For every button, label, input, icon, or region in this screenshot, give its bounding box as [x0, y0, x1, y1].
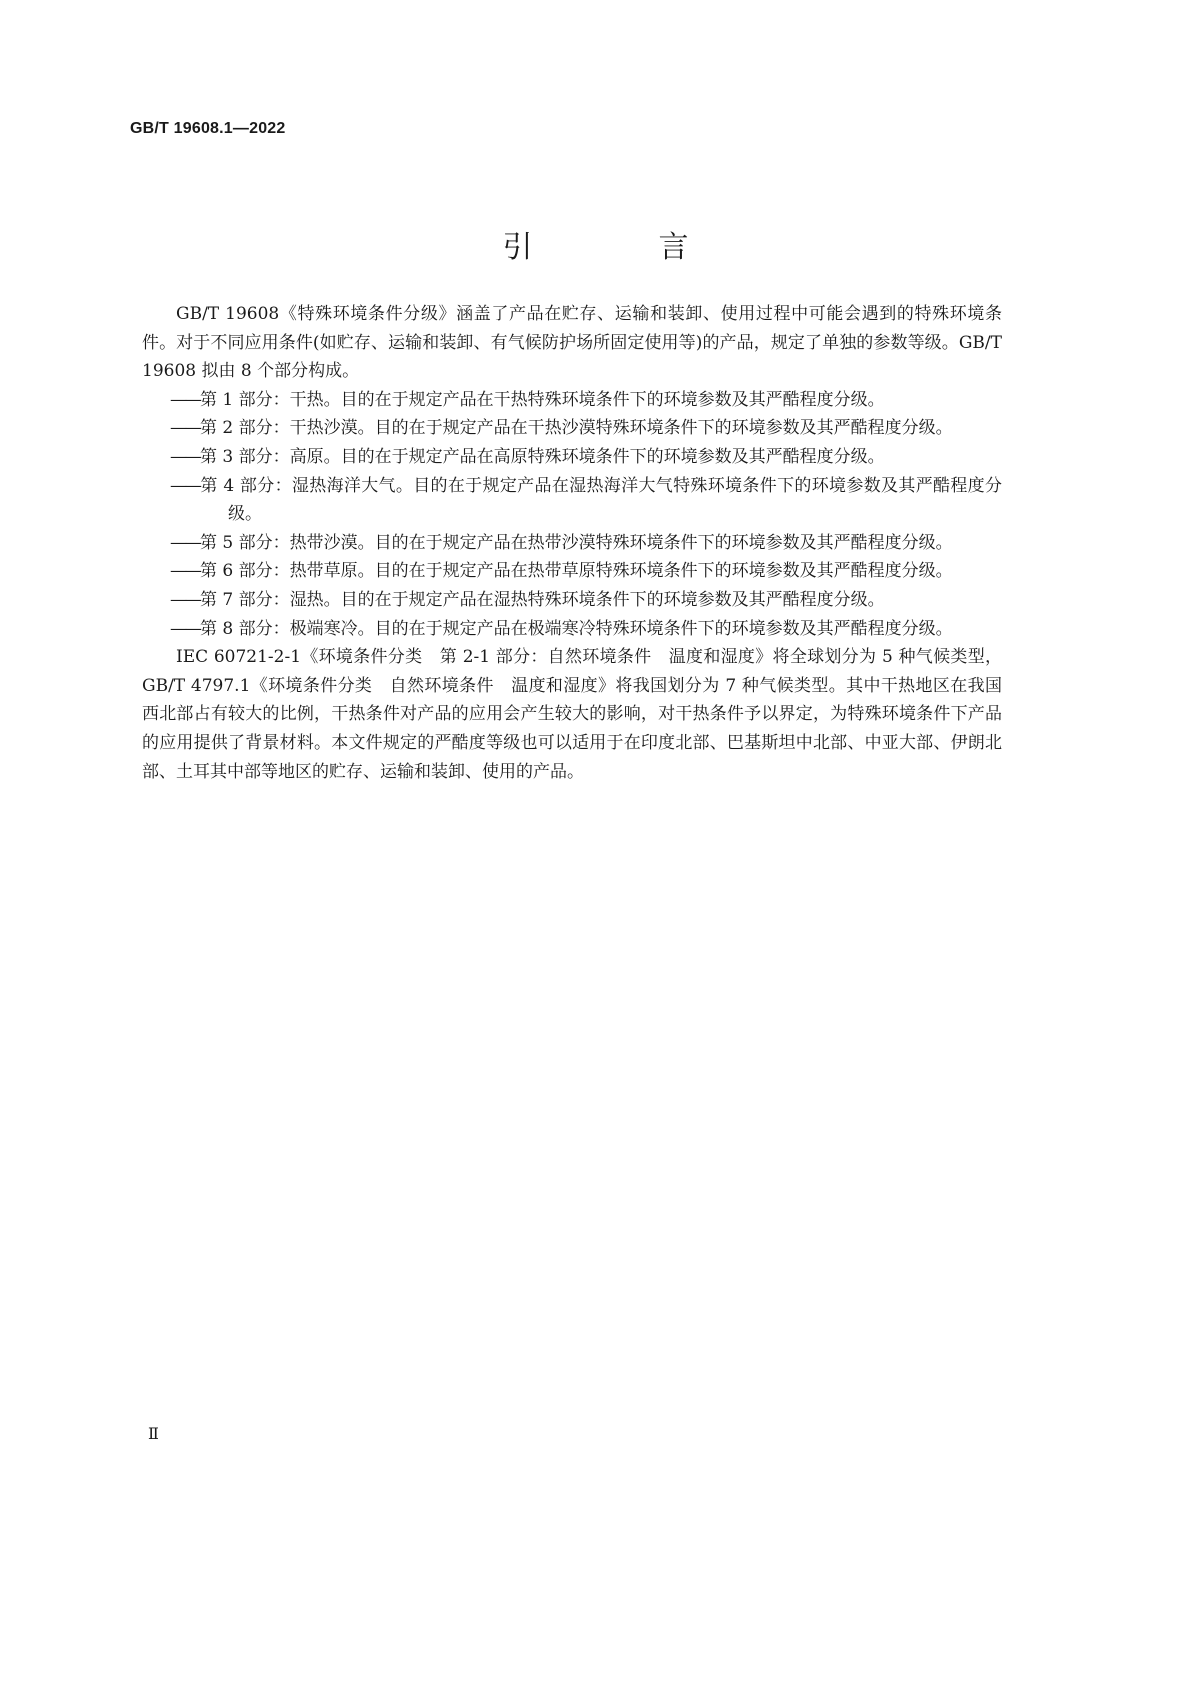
- list-dash: ——: [170, 389, 200, 410]
- list-item: [168, 586, 1002, 615]
- list-item-text: 第 6 部分：热带草原。目的在于规定产品在热带草原特殊环境条件下的环境参数及其严酷程度分级。: [200, 561, 953, 582]
- list-item: [168, 443, 1002, 472]
- list-dash: ——: [170, 532, 200, 553]
- list-dash: ——: [170, 561, 200, 582]
- list-item: [168, 386, 1002, 415]
- list-item-text: 第 5 部分：热带沙漠。目的在于规定产品在热带沙漠特殊环境条件下的环境参数及其严酷程度分级。: [200, 532, 953, 553]
- intro-paragraph: GB/T 19608《特殊环境条件分级》涵盖了产品在贮存、运输和装卸、使用过程中可能会遇到的特殊环境条件。对于不同应用条件(如贮存、运输和装卸、有气候防护场所固定使用等)的产品，规定了单独的参数等级。GB/T 19608 拟由 8 个部分构成。: [142, 304, 1002, 382]
- list-item-text: 第 3 部分：高原。目的在于规定产品在高原特殊环境条件下的环境参数及其严酷程度分级。: [200, 446, 885, 467]
- document-body: [142, 300, 1002, 786]
- list-item-text: 第 8 部分：极端寒冷。目的在于规定产品在极端寒冷特殊环境条件下的环境参数及其严酷程度分级。: [200, 618, 953, 639]
- list-item-text: 第 2 部分：干热沙漠。目的在于规定产品在干热沙漠特殊环境条件下的环境参数及其严酷程度分级。: [200, 418, 953, 439]
- list-item: [168, 615, 1002, 644]
- list-dash: ——: [170, 618, 200, 639]
- list-item-text: 第 1 部分：干热。目的在于规定产品在干热特殊环境条件下的环境参数及其严酷程度分级。: [200, 389, 885, 410]
- list-dash: ——: [170, 446, 200, 467]
- list-dash: ——: [170, 418, 200, 439]
- list-item: [168, 557, 1002, 586]
- parts-list: [142, 386, 1002, 643]
- closing-paragraph: IEC 60721-2-1《环境条件分类 第 2-1 部分：自然环境条件 温度和湿度》将全球划分为 5 种气候类型，GB/T 4797.1《环境条件分类 自然环境条件 温度和湿度》将我国划分为 7 种气候类型。其中干热地区在我国西北部占有较大的比例，干热条件对产品的应用会产生较大的影响，对干热条件予以界定，为特殊环境条件下产品的应用提供了背景材料。本文件规定的严酷度等级也可以适用于在印度北部、巴基斯坦中北部、中亚大部、伊朗北部、土耳其中部等地区的贮存、运输和装卸、使用的产品。: [142, 647, 1002, 782]
- page-title: 引 言: [502, 230, 737, 265]
- list-item: [168, 472, 1002, 529]
- list-dash: ——: [170, 475, 200, 496]
- standard-number: GB/T 19608.1—2022: [130, 120, 286, 137]
- list-item: [168, 414, 1002, 443]
- list-item: [168, 529, 1002, 558]
- page-number: Ⅱ: [148, 1424, 159, 1443]
- list-item-text: 第 7 部分：湿热。目的在于规定产品在湿热特殊环境条件下的环境参数及其严酷程度分级。: [200, 589, 885, 610]
- list-dash: ——: [170, 589, 200, 610]
- list-item-text: 第 4 部分：湿热海洋大气。目的在于规定产品在湿热海洋大气特殊环境条件下的环境参数及其严酷程度分级。: [200, 475, 1002, 525]
